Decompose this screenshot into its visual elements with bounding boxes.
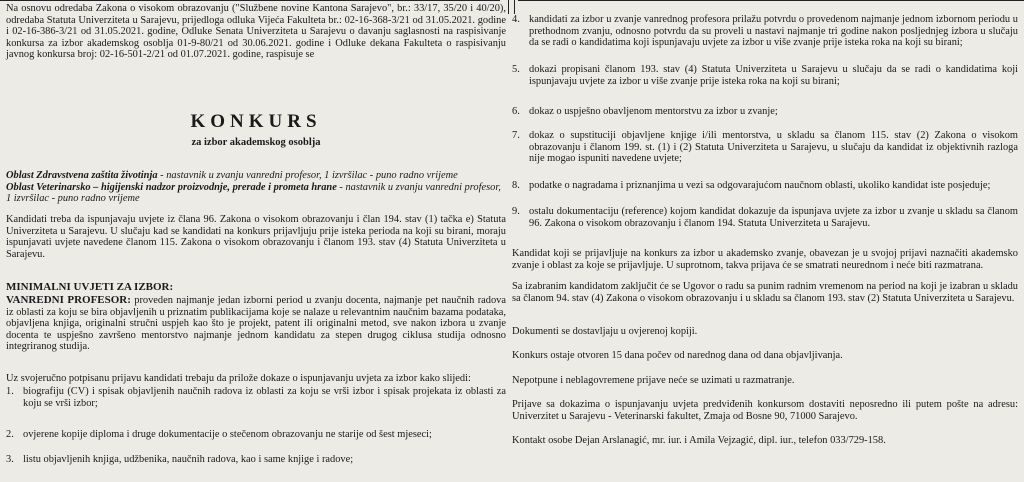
list-item-number: 3. bbox=[6, 454, 14, 465]
list-item-number: 4. bbox=[512, 14, 520, 25]
list-item-text: listu objavljenih knjiga, udžbenika, naučnih radova, kao i same knjige i radove; bbox=[23, 454, 354, 465]
list-item-number: 5. bbox=[512, 64, 520, 75]
list-item-number: 7. bbox=[512, 130, 520, 141]
list-item-number: 6. bbox=[512, 106, 520, 117]
intro-paragraph: Na osnovu odredaba Zakona o visokom obrazovanju ("Službene novine Kantona Sarajevo", br.: 33/17, 35/20 i 40/20), odredaba Statuta Univerziteta u Sarajevu, prijedloga odluka Vijeća Fakulteta br.: 02-16-368-3/21 od 31.05.2021. godine i 02-16-386-3/21 od 31.05.2021. godine, Odluke Senata Univerziteta u Sarajevu o davanju saglasnosti na raspisivanje konkursa za izbor akademskog osoblja 01-9-80/21 od 30.06.2021. godine i Odluke dekana Fakulteta o raspisivanju javnog konkursa broj: 02-16-501-2/21 od 01.07.2021. godine, raspisuje se bbox=[6, 3, 506, 61]
area-1 bbox=[6, 170, 506, 182]
list-item-text: podatke o nagradama i priznanjima u vezi sa odgovarajućom naučnom oblasti, ukoliko kandidat iste posjeduje; bbox=[529, 180, 991, 191]
list-item bbox=[512, 106, 1018, 118]
area-2 bbox=[6, 182, 506, 205]
area-2-name: Oblast Veterinarsko – higijenski nadzor proizvodnje, prerade i prometa hrane bbox=[6, 181, 337, 193]
professor-text: proveden najmanje jedan izborni period u zvanju docenta, najmanje pet naučnih radova iz oblasti za koju se bira objavljenih u priznatim publikacijama koje se nalaze u relevantnim naučnim bazama podataka, objavljena knjiga, originalni stručni uspjeh kao što je projekt, patent ili originalni metod, sve nakon izbora u zvanje docenta te uspješno završeno mentorstvo najmanje jednom kandidatu za stepen drugog ciklusa studija odnosno integriranog studija. bbox=[6, 295, 506, 353]
list-item bbox=[512, 180, 1018, 192]
conditions-paragraph: Kandidati treba da ispunjavaju uvjete iz člana 96. Zakona o visokom obrazovanju i član 194. stav (1) tačka e) Statuta Univerziteta u Sarajevu. U slučaju kad se kandidati na konkurs prijavljuju prije isteka perioda na koji su birani, moraju ispunjavati uvjete navedene članom 115. Zakona o visokom obrazovanju i članom 193. stav (4) Statuta Univerziteta u Sarajevu. bbox=[6, 214, 506, 260]
area-1-text: - nastavnik u zvanju vanredni profesor, 1 izvršilac - puno radno vrijeme bbox=[157, 170, 458, 181]
submission-address: Prijave sa dokazima o ispunjavanju uvjeta predviđenih konkursom dostaviti neposredno ili putem pošte na adresu: Univerzitet u Sarajevu - Veterinarski fakultet, Zmaja od Bosne 90, 71000 Sarajevo. bbox=[512, 399, 1018, 422]
list-item-text: ostalu dokumentaciju (reference) kojom kandidat dokazuje da ispunjava uvjete za izbor u zvanje u skladu sa članom 96. Zakona o visokom obrazovanju i članom 194. Statuta Univerziteta u Sarajevu. bbox=[529, 206, 1018, 229]
list-item bbox=[512, 14, 1018, 49]
contact-persons: Kontakt osobe Dejan Arslanagić, mr. iur. i Amila Vejzagić, dipl. iur., telefon 033/729-158. bbox=[512, 435, 886, 446]
list-item-text: ovjerene kopije diploma i druge dokumentacije o stečenom obrazovanju ne starije od šest mjeseci; bbox=[23, 429, 432, 440]
open-period-note: Konkurs ostaje otvoren 15 dana počev od narednog dana od dana objavljivanja. bbox=[512, 350, 843, 361]
list-item-text: biografiju (CV) i spisak objavljenih naučnih radova iz oblasti za koju se vrši izbor i spisak projekata iz oblasti za koju se vrši izbor; bbox=[23, 386, 506, 409]
column-divider bbox=[508, 0, 509, 14]
list-item bbox=[512, 64, 1018, 87]
minimal-conditions-heading: MINIMALNI UVJETI ZA IZBOR: bbox=[6, 281, 174, 293]
top-rule-right bbox=[518, 0, 1024, 1]
list-item bbox=[6, 454, 506, 466]
areas-block bbox=[6, 170, 506, 205]
incomplete-note: Nepotpune i neblagovremene prijave neće se uzimati u razmatranje. bbox=[512, 375, 795, 386]
area-2-text: - nastavnik u zvanju vanredni profesor, 1 izvršilac - puno radno vrijeme bbox=[6, 181, 501, 205]
documents-note: Dokumenti se dostavljaju u ovjerenoj kopiji. bbox=[512, 326, 698, 337]
list-item bbox=[512, 130, 1018, 165]
list-item-number: 8. bbox=[512, 180, 520, 191]
professor-label: VANREDNI PROFESOR: bbox=[6, 294, 131, 306]
list-item-number: 1. bbox=[6, 386, 14, 397]
documents-intro: Uz svojeručno potpisanu prijavu kandidati trebaju da prilože dokaze o ispunjavanju uvjeta za izbor kako slijedi: bbox=[6, 373, 471, 384]
application-note: Kandidat koji se prijavljuje na konkurs za izbor u akademsko zvanje, obavezan je u svojoj prijavi naznačiti akademsko zvanje i oblast za koje se prijavljuje. U suprotnom, takva prijava će se smatrati neurednom i neće biti razmatrana. bbox=[512, 248, 1018, 271]
list-item-text: dokaz o uspješno obavljenom mentorstvu za izbor u zvanje; bbox=[529, 106, 778, 117]
list-item-number: 2. bbox=[6, 429, 14, 440]
list-item bbox=[6, 429, 506, 441]
konkurs-subtitle: za izbor akademskog osoblja bbox=[191, 137, 321, 148]
contract-note: Sa izabranim kandidatom zaključit će se Ugovor o radu sa punim radnim vremenom na period na koji je izabran u skladu sa članom 94. stav (4) Zakona o visokom obrazovanju i u skladu sa članom 193. stav (2) Statuta Univerziteta u Sarajevu. bbox=[512, 281, 1018, 304]
list-item bbox=[6, 386, 506, 409]
area-1-name: Oblast Zdravstvena zaštita životinja bbox=[6, 170, 158, 181]
column-divider-2 bbox=[514, 0, 515, 14]
konkurs-title: KONKURS bbox=[190, 111, 322, 132]
professor-conditions bbox=[6, 295, 506, 353]
top-rule-left bbox=[0, 0, 500, 1]
list-item-number: 9. bbox=[512, 206, 520, 217]
list-item-text: dokazi propisani članom 193. stav (4) Statuta Univerziteta u Sarajevu u slučaju da se radi o kandidatima koji ispunjavaju uvjete za izbor u više zvanje prije isteka roka na koji su birani; bbox=[529, 64, 1018, 87]
list-item-text: kandidati za izbor u zvanje vanrednog profesora prilažu potvrdu o provedenom najmanje jednom izbornom periodu u prethodnom zvanju, odnosno potvrdu da su proveli u nastavi najmanje tri godine nakon posljednjeg izbora u slučaju da se radi o kandidatima koji ispunjavaju uvjete za izbor u više zvanje prije isteka roka na koji su birani; bbox=[529, 14, 1018, 49]
list-item bbox=[512, 206, 1018, 229]
list-item-text: dokaz o supstituciji objavljene knjige i/ili mentorstva, u skladu sa članom 115. stav (2) Zakona o visokom obrazovanju i članom 199. st. (1) i (2) Statuta Univerziteta u Sarajevu, u slučaju da kandidat iz objektivnih razloga nije mogao ispuniti navedene uvjete; bbox=[529, 130, 1018, 165]
